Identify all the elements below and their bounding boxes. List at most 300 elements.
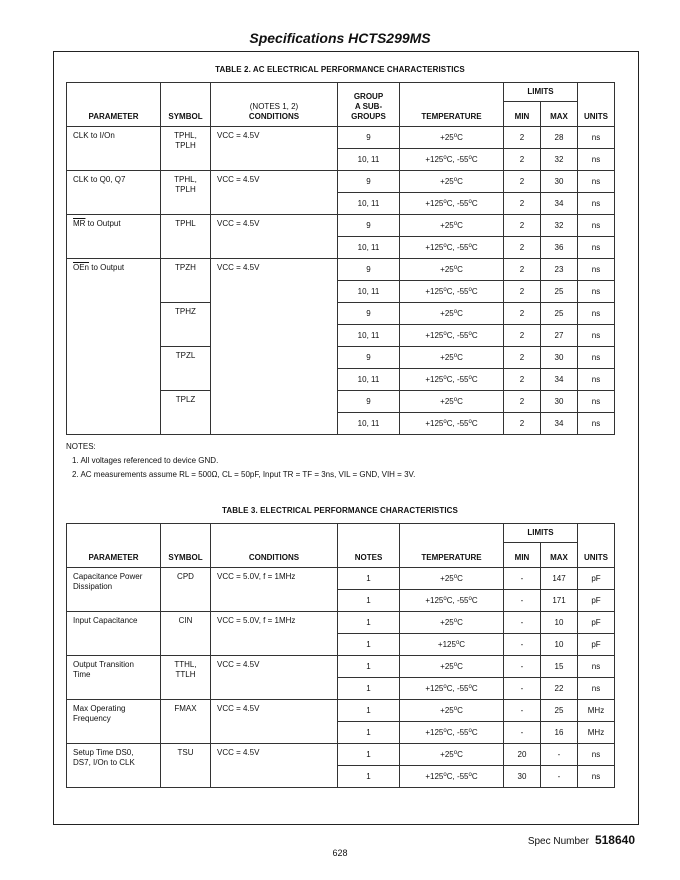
temp-value: +25	[440, 220, 454, 230]
table-row	[67, 259, 615, 281]
group-line3: GROUPS	[351, 112, 386, 121]
temp-cell	[400, 303, 504, 325]
temp-unit: C	[471, 286, 478, 296]
symbol-cell: TPLZ	[161, 391, 211, 435]
param-cell	[67, 656, 161, 700]
temp-value: C, -55	[446, 286, 469, 296]
units-cell: ns	[578, 171, 615, 193]
degree-sign: o	[453, 264, 458, 271]
col-symbol: SYMBOL	[161, 83, 211, 127]
temp-cell	[400, 722, 504, 744]
table2-caption: TABLE 2. AC ELECTRICAL PERFORMANCE CHARACTERISTICS	[215, 65, 465, 74]
param-cell	[67, 700, 161, 744]
degree-sign: o	[443, 374, 447, 381]
degree-sign: o	[453, 220, 458, 227]
min-cell: 2	[504, 347, 541, 369]
min-cell: 2	[504, 215, 541, 237]
col-notes: NOTES	[338, 524, 400, 568]
degree-sign: o	[443, 595, 447, 602]
max-cell: 25	[541, 303, 578, 325]
temp-value: +25	[440, 308, 454, 318]
table-row	[67, 171, 615, 193]
group-cell: 9	[338, 347, 400, 369]
param-line2: Dissipation	[73, 582, 113, 591]
max-cell: 34	[541, 193, 578, 215]
min-cell: -	[504, 590, 541, 612]
max-cell: 25	[541, 281, 578, 303]
temp-value: +125	[425, 771, 444, 781]
table-row	[67, 568, 615, 590]
units-cell: pF	[578, 590, 615, 612]
degree-sign: o	[453, 176, 458, 183]
temp-cell	[400, 237, 504, 259]
min-cell: 2	[504, 413, 541, 435]
max-cell: -	[541, 744, 578, 766]
temp-unit: C	[457, 705, 463, 715]
temp-value: C, -55	[446, 727, 469, 737]
spec-number	[528, 833, 635, 847]
temp-cell	[400, 656, 504, 678]
max-cell: 30	[541, 347, 578, 369]
temp-cell	[400, 744, 504, 766]
temp-value: +125	[425, 683, 444, 693]
group-cell: 10, 11	[338, 149, 400, 171]
min-cell: 2	[504, 325, 541, 347]
temp-cell	[400, 259, 504, 281]
page-title: Specifications HCTS299MS	[249, 30, 431, 46]
temp-value: C, -55	[446, 418, 469, 428]
temp-value: +125	[425, 242, 444, 252]
col-max: MAX	[541, 102, 578, 127]
symbol-line2: TPLH	[175, 185, 196, 194]
table-row	[67, 744, 615, 766]
group-cell: 10, 11	[338, 237, 400, 259]
min-cell: 2	[504, 259, 541, 281]
symbol-line1: TTHL,	[174, 660, 197, 669]
degree-sign: o	[468, 771, 472, 778]
param-line1: Capacitance Power	[73, 572, 143, 581]
temp-cell	[400, 193, 504, 215]
notes-cell: 1	[338, 590, 400, 612]
units-cell: ns	[578, 347, 615, 369]
min-cell: -	[504, 612, 541, 634]
degree-sign: o	[443, 418, 447, 425]
max-cell: 25	[541, 700, 578, 722]
max-cell: 32	[541, 149, 578, 171]
conditions-cell: VCC = 4.5V	[211, 127, 338, 171]
temp-value: +25	[440, 705, 454, 715]
degree-sign: o	[443, 198, 447, 205]
col-min: MIN	[504, 102, 541, 127]
temp-unit: C	[471, 154, 478, 164]
units-cell: ns	[578, 215, 615, 237]
group-cell: 9	[338, 127, 400, 149]
notes-block	[66, 440, 415, 482]
temp-unit: C	[457, 749, 463, 759]
units-cell: ns	[578, 237, 615, 259]
temp-cell	[400, 612, 504, 634]
temp-value: +125	[425, 374, 444, 384]
temp-cell	[400, 281, 504, 303]
units-cell: pF	[578, 634, 615, 656]
table3	[66, 523, 615, 788]
temp-value: +25	[440, 396, 454, 406]
min-cell: -	[504, 656, 541, 678]
degree-sign: o	[453, 396, 458, 403]
param-cell	[67, 215, 161, 259]
degree-sign: o	[443, 286, 447, 293]
notes-cell: 1	[338, 634, 400, 656]
temp-unit: C	[471, 727, 478, 737]
temp-unit: C	[457, 132, 463, 142]
degree-sign: o	[453, 352, 458, 359]
degree-sign: o	[453, 749, 458, 756]
param-line2: Frequency	[73, 714, 111, 723]
table2	[66, 82, 615, 435]
units-cell: ns	[578, 369, 615, 391]
temp-unit: C	[457, 396, 463, 406]
min-cell: 2	[504, 303, 541, 325]
param-cell	[67, 744, 161, 788]
group-cell: 9	[338, 171, 400, 193]
group-cell: 10, 11	[338, 369, 400, 391]
col-parameter: PARAMETER	[67, 83, 161, 127]
conditions-cell: VCC = 5.0V, f = 1MHz	[211, 612, 338, 656]
conditions-cell: VCC = 4.5V	[211, 171, 338, 215]
units-cell: ns	[578, 259, 615, 281]
temp-unit: C	[457, 176, 463, 186]
col-group	[338, 83, 400, 127]
temp-value: +125	[425, 727, 444, 737]
temp-cell	[400, 766, 504, 788]
symbol-line2: TTLH	[175, 670, 196, 679]
symbol-cell: TSU	[161, 744, 211, 788]
temp-cell	[400, 215, 504, 237]
notes-cell: 1	[338, 722, 400, 744]
group-cell: 10, 11	[338, 281, 400, 303]
units-cell: ns	[578, 303, 615, 325]
degree-sign: o	[453, 573, 458, 580]
degree-sign: o	[468, 154, 472, 161]
max-cell: 36	[541, 237, 578, 259]
param-rest: to Output	[85, 219, 121, 228]
min-cell: 2	[504, 237, 541, 259]
max-cell: 32	[541, 215, 578, 237]
units-cell: ns	[578, 193, 615, 215]
spec-label: Spec Number	[527, 836, 589, 847]
temp-unit: C	[471, 374, 478, 384]
temp-unit: C	[459, 639, 466, 649]
temp-cell	[400, 369, 504, 391]
group-line2: A SUB-	[354, 102, 383, 111]
max-cell: 10	[541, 634, 578, 656]
symbol-cell: TPHL	[161, 215, 211, 259]
symbol-cell: TPZL	[161, 347, 211, 391]
min-cell: 2	[504, 369, 541, 391]
param-cell: CLK to Q0, Q7	[67, 171, 161, 215]
param-line1: Setup Time DS0,	[73, 748, 134, 757]
min-cell: -	[504, 634, 541, 656]
degree-sign: o	[468, 286, 472, 293]
degree-sign: o	[468, 595, 472, 602]
col-temperature: TEMPERATURE	[400, 83, 504, 127]
min-cell: 2	[504, 281, 541, 303]
temp-unit: C	[457, 308, 463, 318]
temp-unit: C	[457, 220, 463, 230]
symbol-cell	[161, 127, 211, 171]
temp-value: +125	[425, 286, 444, 296]
table3-caption: TABLE 3. ELECTRICAL PERFORMANCE CHARACTERISTICS	[222, 506, 458, 515]
symbol-line1: TPHL,	[174, 131, 197, 140]
table-row	[67, 127, 615, 149]
units-cell: ns	[578, 766, 615, 788]
symbol-cell: TPZH	[161, 259, 211, 303]
max-cell: 34	[541, 369, 578, 391]
min-cell: 20	[504, 744, 541, 766]
temp-cell	[400, 700, 504, 722]
min-cell: -	[504, 678, 541, 700]
conditions-label: CONDITIONS	[248, 112, 300, 121]
degree-sign: o	[443, 727, 447, 734]
param-rest: to Output	[89, 263, 125, 272]
units-cell: ns	[578, 678, 615, 700]
units-cell: pF	[578, 612, 615, 634]
min-cell: 2	[504, 127, 541, 149]
temp-value: +25	[440, 661, 454, 671]
max-cell: 23	[541, 259, 578, 281]
degree-sign: o	[455, 639, 460, 646]
col-units: UNITS	[578, 83, 615, 127]
notes-cell: 1	[338, 612, 400, 634]
temp-value: C, -55	[446, 198, 469, 208]
max-cell: 16	[541, 722, 578, 744]
max-cell: 27	[541, 325, 578, 347]
temp-value: C, -55	[446, 595, 469, 605]
group-line1: GROUP	[353, 92, 384, 101]
temp-value: +25	[440, 352, 454, 362]
temp-cell	[400, 413, 504, 435]
temp-value: +25	[440, 176, 454, 186]
notes-cell: 1	[338, 766, 400, 788]
degree-sign: o	[453, 661, 458, 668]
temp-value: +25	[440, 132, 454, 142]
degree-sign: o	[453, 705, 458, 712]
degree-sign: o	[453, 308, 458, 315]
temp-value: +25	[440, 617, 454, 627]
max-cell: 34	[541, 413, 578, 435]
temp-cell	[400, 171, 504, 193]
temp-value: C, -55	[446, 242, 469, 252]
symbol-line2: TPLH	[175, 141, 196, 150]
temp-value: C, -55	[446, 374, 469, 384]
temp-value: C, -55	[446, 330, 469, 340]
param-line2: Time	[73, 670, 91, 679]
max-cell: 30	[541, 391, 578, 413]
notes-cell: 1	[338, 656, 400, 678]
max-cell: 15	[541, 656, 578, 678]
min-cell: 2	[504, 193, 541, 215]
param-line1: Output Transition	[73, 660, 134, 669]
col-units: UNITS	[578, 524, 615, 568]
min-cell: -	[504, 568, 541, 590]
max-cell: 10	[541, 612, 578, 634]
param-overline: $\overline{OEn}$	[73, 263, 90, 272]
degree-sign: o	[468, 198, 472, 205]
temp-unit: C	[457, 617, 463, 627]
notes-cell: 1	[338, 700, 400, 722]
notes-cell: 1	[338, 678, 400, 700]
max-cell: 30	[541, 171, 578, 193]
table-row	[67, 700, 615, 722]
temp-unit: C	[457, 661, 463, 671]
param-cell: CLK to I/On	[67, 127, 161, 171]
degree-sign: o	[453, 617, 458, 624]
degree-sign: o	[468, 242, 472, 249]
temp-value: C, -55	[446, 154, 469, 164]
conditions-cell: VCC = 4.5V	[211, 700, 338, 744]
group-cell: 9	[338, 303, 400, 325]
col-temperature: TEMPERATURE	[400, 524, 504, 568]
col-limits: LIMITS	[504, 83, 578, 102]
units-cell: ns	[578, 413, 615, 435]
temp-unit: C	[457, 264, 463, 274]
note-item: 2. AC measurements assume RL = 500Ω, CL = 50pF, Input TR = TF = 3ns, VIL = GND, VIH = 3V.	[72, 470, 416, 479]
temp-value: +125	[425, 198, 444, 208]
temp-cell	[400, 127, 504, 149]
notes-cell: 1	[338, 744, 400, 766]
col-conditions	[211, 83, 338, 127]
units-cell: ns	[578, 127, 615, 149]
units-cell: pF	[578, 568, 615, 590]
temp-unit: C	[471, 198, 478, 208]
degree-sign: o	[443, 330, 447, 337]
max-cell: -	[541, 766, 578, 788]
max-cell: 147	[541, 568, 578, 590]
temp-value: +25	[440, 749, 454, 759]
units-cell: ns	[578, 281, 615, 303]
param-overline: $\overline{MR}$	[73, 219, 86, 228]
temp-unit: C	[457, 352, 463, 362]
conditions-cell: VCC = 5.0V, f = 1MHz	[211, 568, 338, 612]
temp-cell	[400, 325, 504, 347]
temp-value: +25	[440, 264, 454, 274]
param-line1: Max Operating	[73, 704, 126, 713]
notes-cell: 1	[338, 568, 400, 590]
conditions-cell: VCC = 4.5V	[211, 744, 338, 788]
col-limits: LIMITS	[504, 524, 578, 543]
temp-cell	[400, 678, 504, 700]
units-cell: ns	[578, 325, 615, 347]
param-cell	[67, 259, 161, 435]
temp-unit: C	[471, 771, 478, 781]
symbol-cell: CIN	[161, 612, 211, 656]
temp-value: +125	[425, 418, 444, 428]
temp-value: +25	[440, 573, 454, 583]
temp-value: +125	[437, 639, 456, 649]
min-cell: 2	[504, 149, 541, 171]
units-cell: ns	[578, 744, 615, 766]
temp-unit: C	[471, 683, 478, 693]
symbol-line1: TPHL,	[174, 175, 197, 184]
min-cell: 2	[504, 171, 541, 193]
group-cell: 10, 11	[338, 413, 400, 435]
group-cell: 10, 11	[338, 325, 400, 347]
max-cell: 22	[541, 678, 578, 700]
temp-unit: C	[471, 418, 478, 428]
temp-value: C, -55	[446, 683, 469, 693]
degree-sign: o	[468, 683, 472, 690]
temp-value: +125	[425, 330, 444, 340]
degree-sign: o	[468, 330, 472, 337]
units-cell: MHz	[578, 722, 615, 744]
min-cell: 30	[504, 766, 541, 788]
min-cell: -	[504, 722, 541, 744]
temp-cell	[400, 149, 504, 171]
degree-sign: o	[453, 132, 458, 139]
temp-value: +125	[425, 154, 444, 164]
table-row	[67, 215, 615, 237]
degree-sign: o	[443, 242, 447, 249]
col-max: MAX	[541, 543, 578, 568]
units-cell: ns	[578, 656, 615, 678]
col-symbol: SYMBOL	[161, 524, 211, 568]
temp-value: C, -55	[446, 771, 469, 781]
symbol-cell	[161, 171, 211, 215]
group-cell: 9	[338, 391, 400, 413]
table-row	[67, 612, 615, 634]
max-cell: 171	[541, 590, 578, 612]
notes-title: NOTES:	[66, 442, 96, 451]
note-item: 1. All voltages referenced to device GND.	[72, 456, 219, 465]
group-cell: 9	[338, 215, 400, 237]
symbol-cell: TPHZ	[161, 303, 211, 347]
temp-unit: C	[471, 595, 478, 605]
conditions-cell: VCC = 4.5V	[211, 259, 338, 435]
degree-sign: o	[443, 154, 447, 161]
min-cell: -	[504, 700, 541, 722]
symbol-cell: CPD	[161, 568, 211, 612]
spec-number-value: 518640	[594, 833, 635, 847]
max-cell: 28	[541, 127, 578, 149]
degree-sign: o	[443, 771, 447, 778]
temp-value: +125	[425, 595, 444, 605]
temp-unit: C	[471, 330, 478, 340]
param-cell: Input Capacitance	[67, 612, 161, 656]
temp-unit: C	[471, 242, 478, 252]
group-cell: 9	[338, 259, 400, 281]
temp-cell	[400, 568, 504, 590]
temp-cell	[400, 391, 504, 413]
param-cell	[67, 568, 161, 612]
units-cell: ns	[578, 391, 615, 413]
page-number: 628	[332, 848, 348, 858]
symbol-cell	[161, 656, 211, 700]
temp-cell	[400, 634, 504, 656]
units-cell: ns	[578, 149, 615, 171]
min-cell: 2	[504, 391, 541, 413]
conditions-cell: VCC = 4.5V	[211, 215, 338, 259]
table-row	[67, 656, 615, 678]
units-cell: MHz	[578, 700, 615, 722]
temp-cell	[400, 590, 504, 612]
temp-unit: C	[457, 573, 463, 583]
symbol-cell: FMAX	[161, 700, 211, 744]
col-min: MIN	[504, 543, 541, 568]
col-conditions: CONDITIONS	[211, 524, 338, 568]
degree-sign: o	[468, 418, 472, 425]
conditions-cell: VCC = 4.5V	[211, 656, 338, 700]
degree-sign: o	[468, 727, 472, 734]
